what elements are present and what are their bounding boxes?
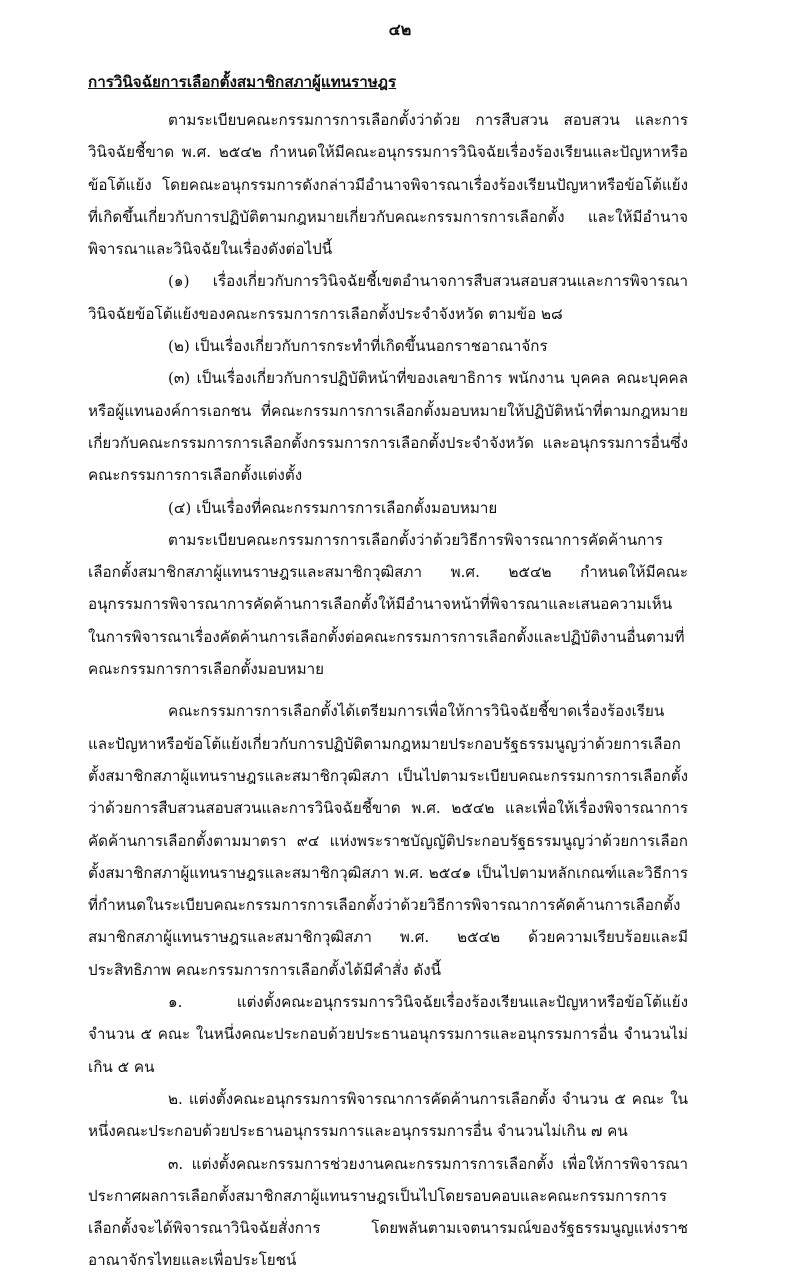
list-item-1: (๑) เรื่องเกี่ยวกับการวินิจฉัยชี้เขตอำนาจการสืบสวนสอบสวนและการพิจารณาวินิจฉัยข้อโต้แย้งของคณะกรรมการการเลือกตั้งประจำจังหวัด ตามข้อ ๒๘ <box>88 272 688 323</box>
order-item-3: ๓. แต่งตั้งคณะกรรมการช่วยงานคณะกรรมการการเลือกตั้ง เพื่อให้การพิจารณาประกาศผลการเลือกตั้งสมาชิกสภาผู้แทนราษฎรเป็นไปโดยรอบคอบและคณะกรรมการการเลือกตั้งจะได้พิจารณาวินิจฉัยสั่งการ โดยพลันตามเจตนารมณ์ของรัฐธรรมนูญแห่งราชอาณาจักรไทยและเพื่อประโยชน์ <box>88 1154 688 1270</box>
order-item-2: ๒. แต่งตั้งคณะอนุกรรมการพิจารณาการคัดค้านการเลือกตั้ง จำนวน ๕ คณะ ในหนึ่งคณะประกอบด้วยประธานอนุกรรมการและอนุกรรมการอื่น จำนวนไม่เกิน ๗ คน <box>88 1089 688 1141</box>
document-body <box>88 66 688 1277</box>
list-item-3: (๓) เป็นเรื่องเกี่ยวกับการปฏิบัติหน้าที่ของเลขาธิการ พนักงาน บุคคล คณะบุคคลหรือผู้แทนองค์การเอกชน ที่คณะกรรมการการเลือกตั้งมอบหมายให้ปฏิบัติหน้าที่ตามกฎหมายเกี่ยวกับคณะกรรมการการเลือกตั้งกรรมการการเลือกตั้งประจำจังหวัด และอนุกรรมการอื่นซึ่งคณะกรรมการการเลือกตั้งแต่งตั้ง <box>88 369 688 485</box>
list-item-4: (๔) เป็นเรื่องที่คณะกรรมการการเลือกตั้งมอบหมาย <box>168 498 498 517</box>
paragraph-intro: ตามระเบียบคณะกรรมการการเลือกตั้งว่าด้วย การสืบสวน สอบสวน และการวินิจฉัยชี้ขาด พ.ศ. ๒๕๔๒ กำหนดให้มีคณะอนุกรรมการวินิจฉัยเรื่องร้องเรียนและปัญหาหรือข้อโต้แย้ง โดยคณะอนุกรรมการดังกล่าวมีอำนาจพิจารณาเรื่องร้องเรียนปัญหาหรือข้อโต้แย้งที่เกิดขึ้นเกี่ยวกับการปฏิบัติตามกฎหมายเกี่ยวกับคณะกรรมการการเลือกตั้ง และให้มีอำนาจพิจารณาและวินิจฉัยในเรื่องดังต่อไปนี้ <box>88 111 688 259</box>
order-item-1: ๑. แต่งตั้งคณะอนุกรรมการวินิจฉัยเรื่องร้องเรียนและปัญหาหรือข้อโต้แย้ง จำนวน ๕ คณะ ในหนึ่งคณะประกอบด้วยประธานอนุกรรมการและอนุกรรมการอื่น จำนวนไม่เกิน ๕ คน <box>88 993 688 1076</box>
list-item-2: (๒) เป็นเรื่องเกี่ยวกับการกระทำที่เกิดขึ้นนอกราชอาณาจักร <box>168 337 548 356</box>
page-number: ๔๒ <box>388 20 412 39</box>
paragraph-commission-preparation: คณะกรรมการการเลือกตั้งได้เตรียมการเพื่อให้การวินิจฉัยชี้ขาดเรื่องร้องเรียนและปัญหาหรือข้อโต้แย้งเกี่ยวกับการปฏิบัติตามกฎหมายประกอบรัฐธรรมนูญว่าด้วยการเลือกตั้งสมาชิกสภาผู้แทนราษฎรและสมาชิกวุฒิสภา เป็นไปตามระเบียบคณะกรรมการการเลือกตั้งว่าด้วยการสืบสวนสอบสวนและการวินิจฉัยชี้ขาด พ.ศ. ๒๕๔๒ และเพื่อให้เรื่องพิจารณาการคัดค้านการเลือกตั้งตามมาตรา ๙๔ แห่งพระราชบัญญัติประกอบรัฐธรรมนูญว่าด้วยการเลือกตั้งสมาชิกสภาผู้แทนราษฎรและสมาชิกวุฒิสภา พ.ศ. ๒๕๔๑ เป็นไปตามหลักเกณฑ์และวิธีการที่กำหนดในระเบียบคณะกรรมการการเลือกตั้งว่าด้วยวิธีการพิจารณาการคัดค้านการเลือกตั้งสมาชิกสภาผู้แทนราษฎรและสมาชิกวุฒิสภา พ.ศ. ๒๕๔๒ ด้วยความเรียบร้อยและมีประสิทธิภาพ คณะกรรมการการเลือกตั้งได้มีคำสั่ง ดังนี้ <box>88 702 688 979</box>
document-heading: การวินิจฉัยการเลือกตั้งสมาชิกสภาผู้แทนราษฎร <box>88 73 397 91</box>
paragraph-objection-rules: ตามระเบียบคณะกรรมการการเลือกตั้งว่าด้วยวิธีการพิจารณาการคัดค้านการเลือกตั้งสมาชิกสภาผู้แทนราษฎรและสมาชิกวุฒิสภา พ.ศ. ๒๕๔๒ กำหนดให้มีคณะอนุกรรมการพิจารณาการคัดค้านการเลือกตั้งให้มีอำนาจหน้าที่พิจารณาและเสนอความเห็นในการพิจารณาเรื่องคัดค้านการเลือกตั้งต่อคณะกรรมการการเลือกตั้งและปฏิบัติงานอื่นตามที่คณะกรรมการการเลือกตั้งมอบหมาย <box>88 530 688 679</box>
